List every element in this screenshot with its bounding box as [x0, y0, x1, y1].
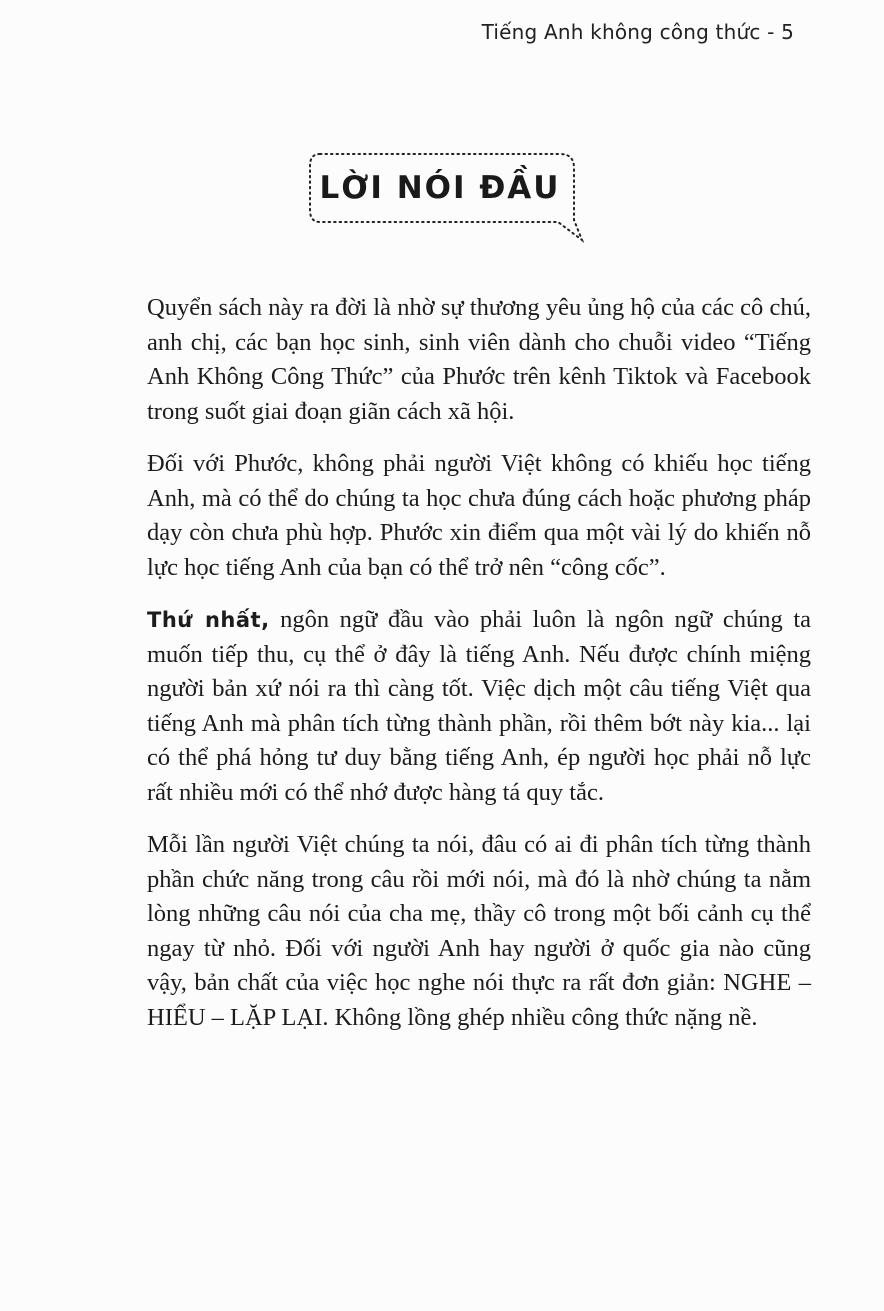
first-reason-lead-in: Thứ nhất, [147, 608, 270, 632]
chapter-title: LỜI NÓI ĐẦU [319, 170, 561, 206]
paragraph-intro: Quyển sách này ra đời là nhờ sự thương yêu ủng hộ của các cô chú, anh chị, các bạn học sinh, sinh viên dành cho chuỗi video “Tiếng Anh Không Công Thức” của Phước trên kênh Tiktok và Facebook trong suốt giai đoạn giãn cách xã hội. [147, 294, 811, 425]
paragraph-first-reason [147, 603, 811, 810]
paragraph-reasons: Đối với Phước, không phải người Việt không có khiếu học tiếng Anh, mà có thể do chúng ta học chưa đúng cách hoặc phương pháp dạy còn chưa phù hợp. Phước xin điểm qua một vài lý do khiến nỗ lực học tiếng Anh của bạn có thể trở nên “công cốc”. [147, 450, 811, 581]
paragraph-native-learning: Mỗi lần người Việt chúng ta nói, đâu có ai đi phân tích từng thành phần chức năng trong câu rồi mới nói, mà đó là nhờ chúng ta nằm lòng những câu nói của cha mẹ, thầy cô trong một bối cảnh cụ thể ngay từ nhỏ. Đối với người Anh hay người ở quốc gia nào cũng vậy, bản chất của việc học nghe nói thực ra rất đơn giản: NGHE – HIỂU – LẶP LẠI. Không lồng ghép nhiều công thức nặng nề. [147, 831, 811, 1031]
running-header: Tiếng Anh không công thức - 5 [481, 20, 794, 44]
body-text [147, 291, 811, 1053]
first-reason-text: ngôn ngữ đầu vào phải luôn là ngôn ngữ chúng ta muốn tiếp thu, cụ thể ở đây là tiếng Anh. Nếu được chính miệng người bản xứ nói ra thì càng tốt. Việc dịch một câu tiếng Việt qua tiếng Anh mà phân tích từng thành phần, rồi thêm bớt này kia... lại có thể phá hỏng tư duy bằng tiếng Anh, ép người học phải nỗ lực rất nhiều mới có thể nhớ được hàng tá quy tắc. [147, 606, 812, 806]
chapter-title-bubble [306, 150, 586, 250]
